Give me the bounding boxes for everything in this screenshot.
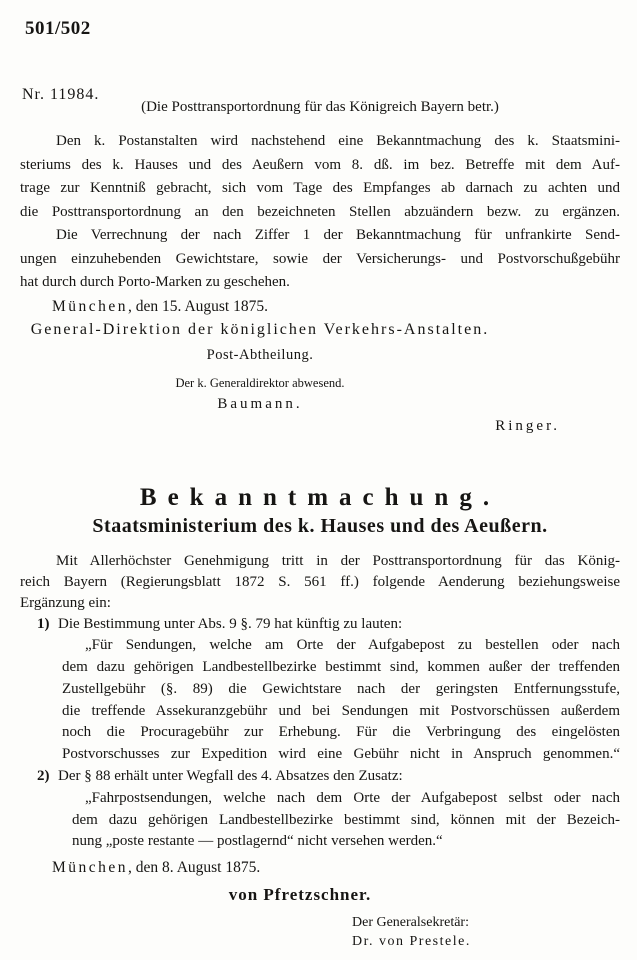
page-number: 501/502 (25, 18, 91, 39)
item-number: 2) (37, 768, 50, 785)
secretary-name: Dr. von Prestele. (352, 934, 471, 950)
text-line: Ergänzung ein: (20, 594, 111, 611)
text-line: nung „poste restante — postlagernd“ nicht versehen werden.“ (72, 833, 443, 850)
secretary-title: Der Generalsekretär: (352, 915, 469, 931)
text-line: Die Verrechnung der nach Ziffer 1 der Bekanntmachung für unfrankirte Send- (56, 227, 620, 243)
notice1-paragraph2 (20, 224, 620, 295)
signature-name-ringer: Ringer. (495, 417, 560, 434)
text-line: hat durch durch Porto-Marken zu geschehen. (20, 274, 290, 290)
item-head: Die Bestimmung unter Abs. 9 §. 79 hat künftig zu lauten: (58, 615, 403, 632)
text-line: Den k. Postanstalten wird nachstehend eine Bekanntmachung des k. Staatsmini- (56, 133, 620, 149)
subject-line: (Die Posttransportordnung für das Königreich Bayern betr.) (141, 99, 499, 115)
text-line: reich Bayern (Regierungsblatt 1872 S. 561 ff.) folgende Aenderung beziehungsweise (20, 573, 620, 590)
dateline-rest: , den 15. August 1875. (128, 297, 268, 315)
text-line: die Posttransportordnung an den bezeichneten Stellen abzuändern bezw. zu ergänzen. (20, 203, 620, 220)
document-number: Nr. 11984. (22, 86, 100, 103)
notice2-intro (20, 551, 620, 614)
text-line: „Fahrpostsendungen, welche nach dem Orte der Aufgabepost selbst oder nach (85, 789, 620, 806)
signature-organization: General-Direktion der königlichen Verkehrs-Anstalten. (30, 320, 490, 338)
dateline-city: München (52, 859, 129, 877)
signature-minister: von Pfretzschner. (228, 885, 372, 905)
notice2-item-1 (20, 614, 620, 767)
item-quote (62, 635, 620, 766)
notice2-dateline (52, 857, 620, 878)
signature-name-baumann: Baumann. (217, 395, 303, 412)
notice2-item-2 (20, 766, 620, 853)
text-line: „Für Sendungen, welche am Orte der Aufgabepost zu bestellen oder nach (85, 637, 620, 654)
document-header (20, 86, 620, 122)
notice2-subheading: Staatsministerium des k. Hauses und des Aeußern. (92, 514, 548, 537)
notice2-heading: Bekanntmachung. (139, 483, 501, 511)
item-head: Der § 88 erhält unter Wegfall des 4. Absatzes den Zusatz: (58, 768, 403, 785)
text-line: steriums des k. Hauses und des Aeußern vom 8. dß. im bez. Betreffe mit dem Auf- (20, 156, 620, 173)
dateline-rest: , den 8. August 1875. (128, 859, 261, 877)
notice1-paragraph1 (20, 130, 620, 224)
secretary-signature-block (352, 913, 620, 951)
signature-department: Post-Abtheilung. (206, 346, 314, 363)
text-line: trage zur Kenntniß gebracht, sich vom Tage des Empfanges ab darnach zu achten und (20, 180, 620, 196)
notice1-signature-block (20, 320, 500, 413)
text-line: ungen einzuhebenden Gewichtstare, sowie der Versicherungs- und Postvorschußgebühr (20, 250, 620, 267)
signature-absent-note: Der k. Generaldirektor abwesend. (175, 375, 345, 390)
dateline-city: München (52, 297, 129, 315)
item-quote (72, 788, 620, 853)
text-line: Postvorschusses zur Expedition wird eine Gebühr nicht in Anspruch genommen.“ (62, 746, 620, 763)
text-line: Mit Allerhöchster Genehmigung tritt in der Posttransportordnung für das König- (56, 552, 620, 569)
item-number: 1) (37, 615, 50, 632)
text-line: dem dazu gehörigen Landbestellbezirke bestimmt sind, kommen außer der treffenden (62, 659, 620, 676)
text-line: die treffende Assekuranzgebühr und bei Sendungen mit Postvorschüssen außerdem (62, 702, 620, 719)
text-line: Zustellgebühr (§. 89) die Gewichtstare nach der geringsten Entfernungsstufe, (62, 680, 620, 697)
text-line: dem dazu gehörigen Landbestellbezirke bestimmt sind, können mit der Bezeich- (72, 811, 620, 828)
notice1-dateline (52, 296, 620, 317)
text-line: noch die Procuragebühr zur Erhebung. Für die Verbringung des eingelösten (62, 724, 620, 741)
